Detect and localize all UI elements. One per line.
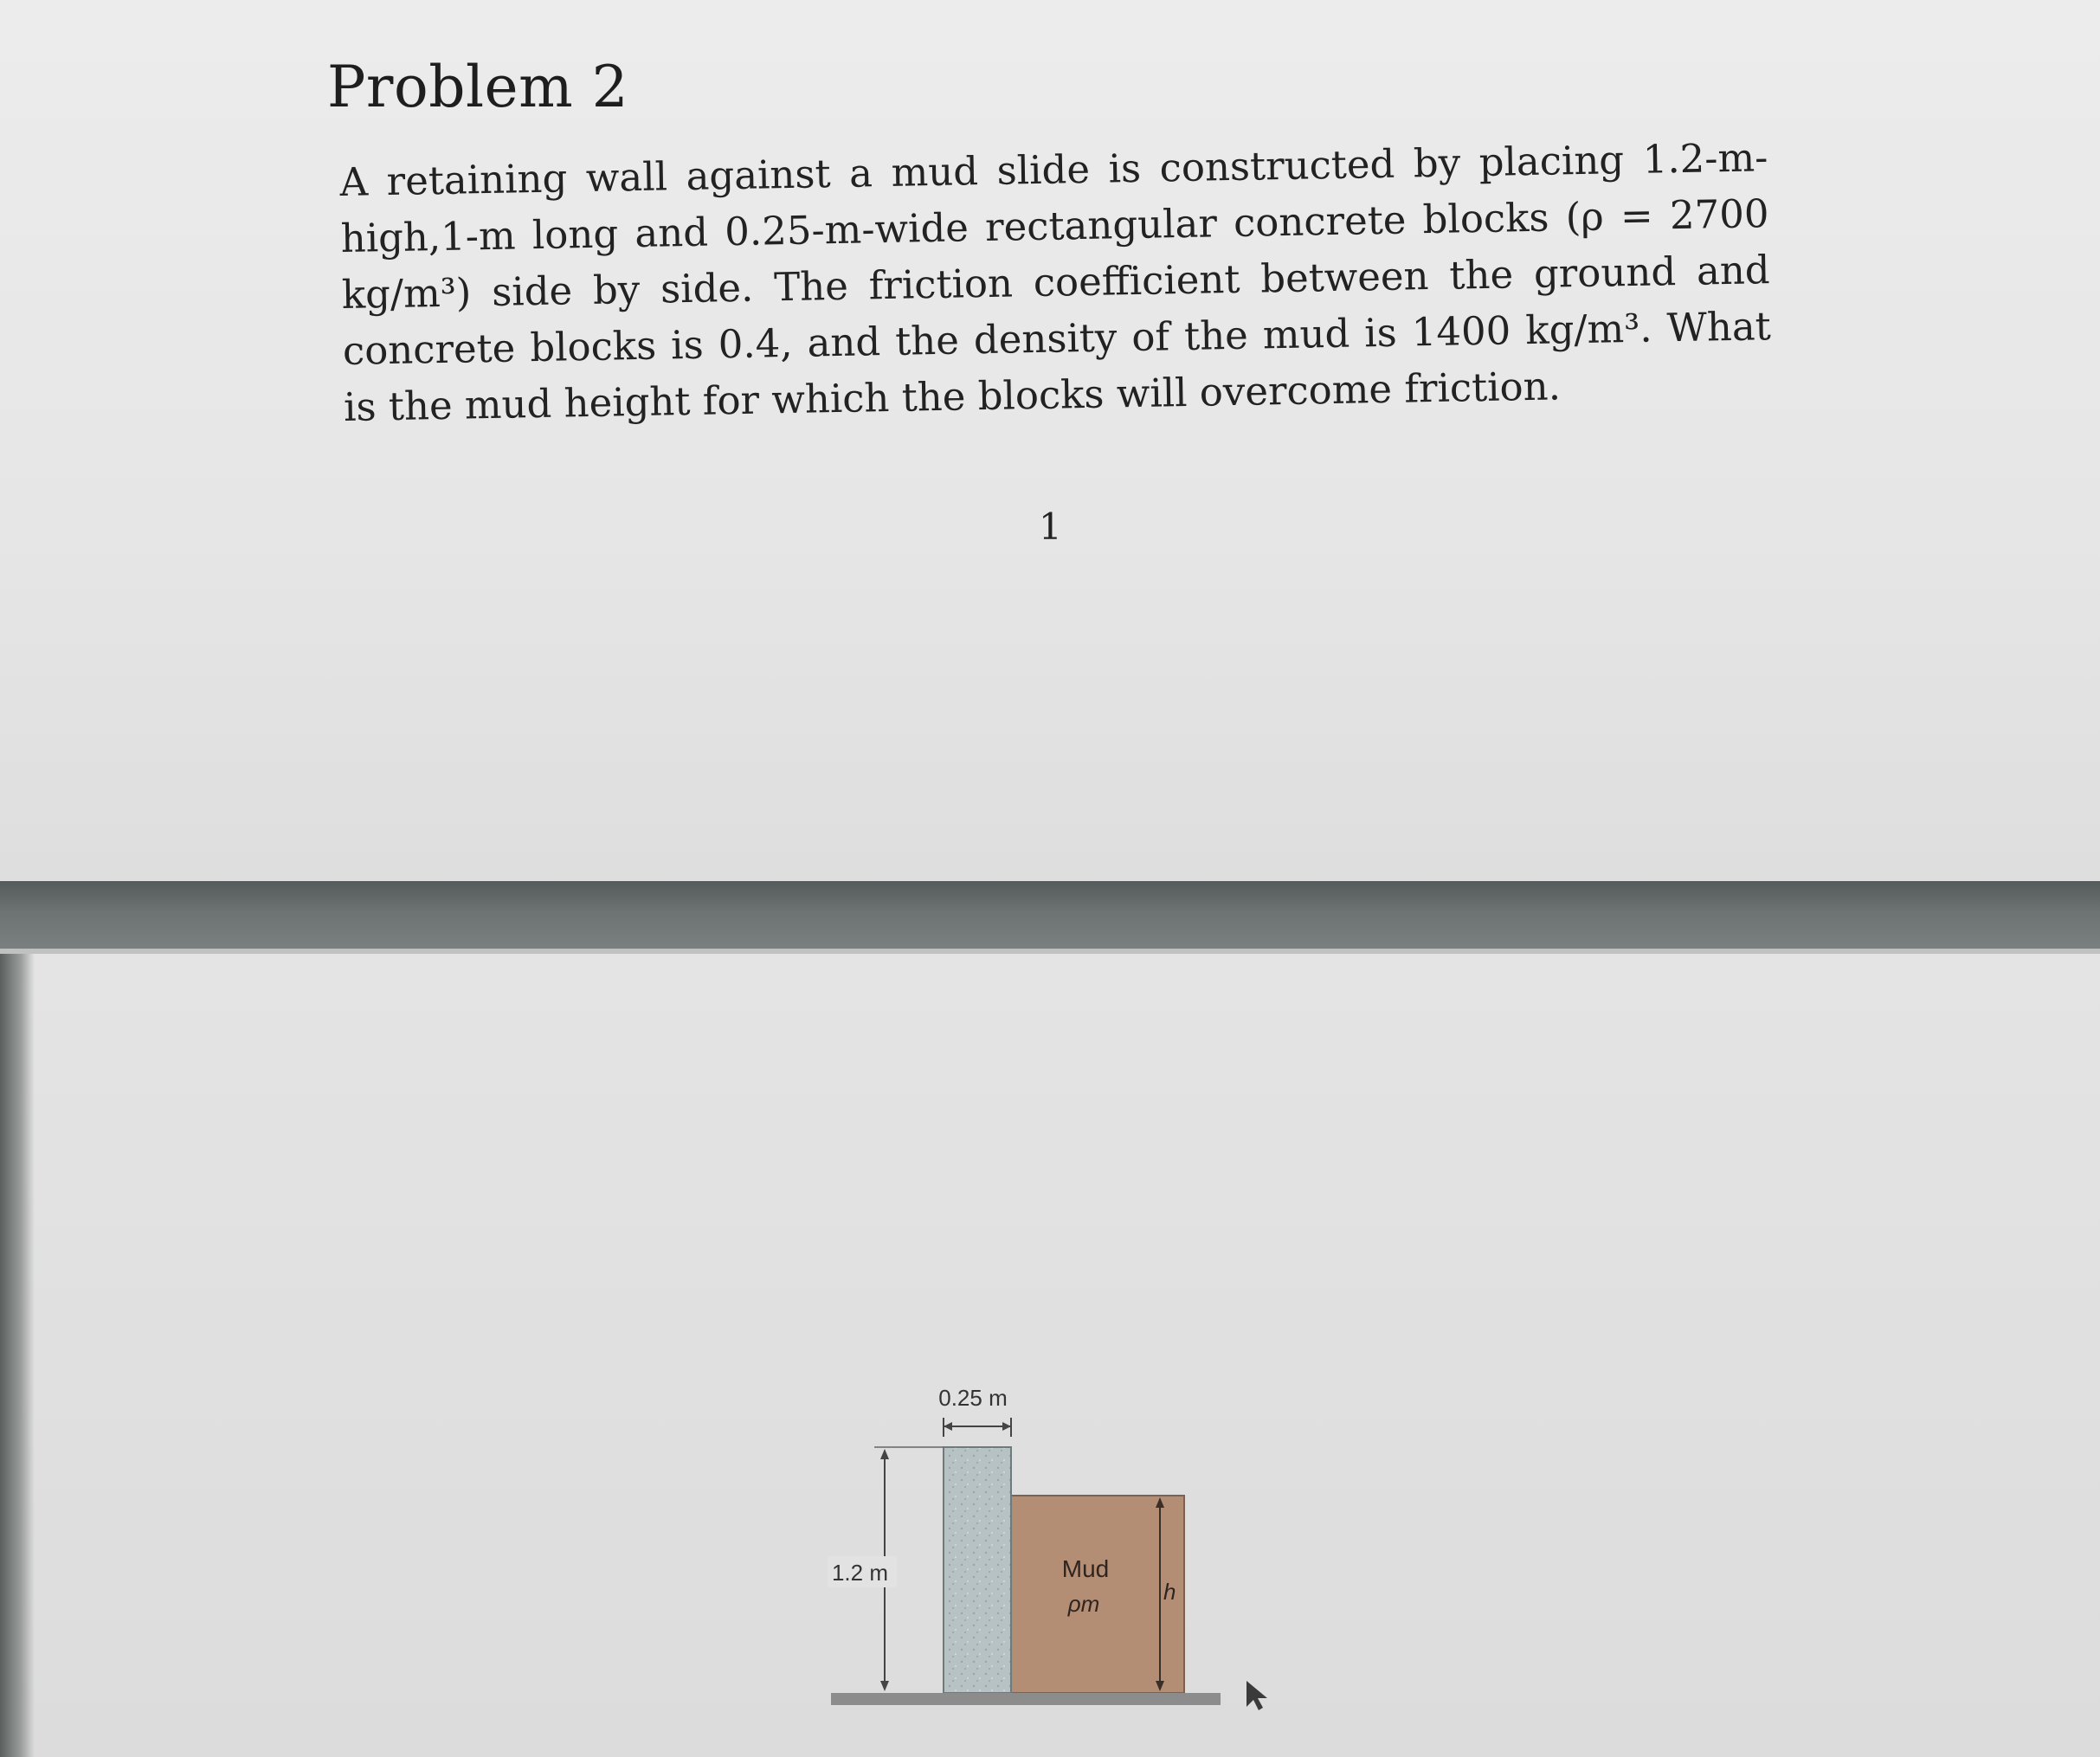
height-arrow-top bbox=[880, 1449, 889, 1459]
mud-height-label: h bbox=[1163, 1579, 1176, 1605]
problem-statement bbox=[339, 129, 1772, 435]
page-divider bbox=[0, 881, 2100, 949]
left-shadow-edge bbox=[0, 954, 35, 1757]
figure-svg bbox=[814, 1368, 1298, 1731]
problem-sentence-2: The friction coefficient between the ground and concrete blocks is 0.4, and the density of the mud is 1400 kg/m³. bbox=[342, 247, 1771, 374]
ground-line bbox=[831, 1693, 1221, 1705]
mouse-cursor-icon bbox=[1246, 1681, 1267, 1710]
mud-density-label: ρm bbox=[1067, 1591, 1100, 1617]
block-height-label: 1.2 m bbox=[831, 1560, 888, 1586]
width-arrow-right bbox=[1002, 1422, 1011, 1431]
page-title: Problem 2 bbox=[327, 54, 629, 120]
height-arrow-bottom bbox=[880, 1681, 889, 1691]
width-arrow-left bbox=[944, 1422, 952, 1431]
block-width-label: 0.25 m bbox=[938, 1385, 1008, 1411]
problem-sentence-3: What is the mud height for which the blocks will overcome friction. bbox=[343, 303, 1772, 430]
retaining-wall-figure bbox=[814, 1368, 1298, 1731]
concrete-block bbox=[944, 1447, 1011, 1693]
problem-sentence-1: A retaining wall against a mud slide is constructed by placing 1.2-m-high,1-m long and 0.25-m-wide rectangular concrete blocks (ρ = 2700 kg/m³) side by side. bbox=[339, 134, 1769, 318]
mud-label: Mud bbox=[1061, 1555, 1110, 1582]
page-number: 1 bbox=[1039, 505, 1062, 548]
